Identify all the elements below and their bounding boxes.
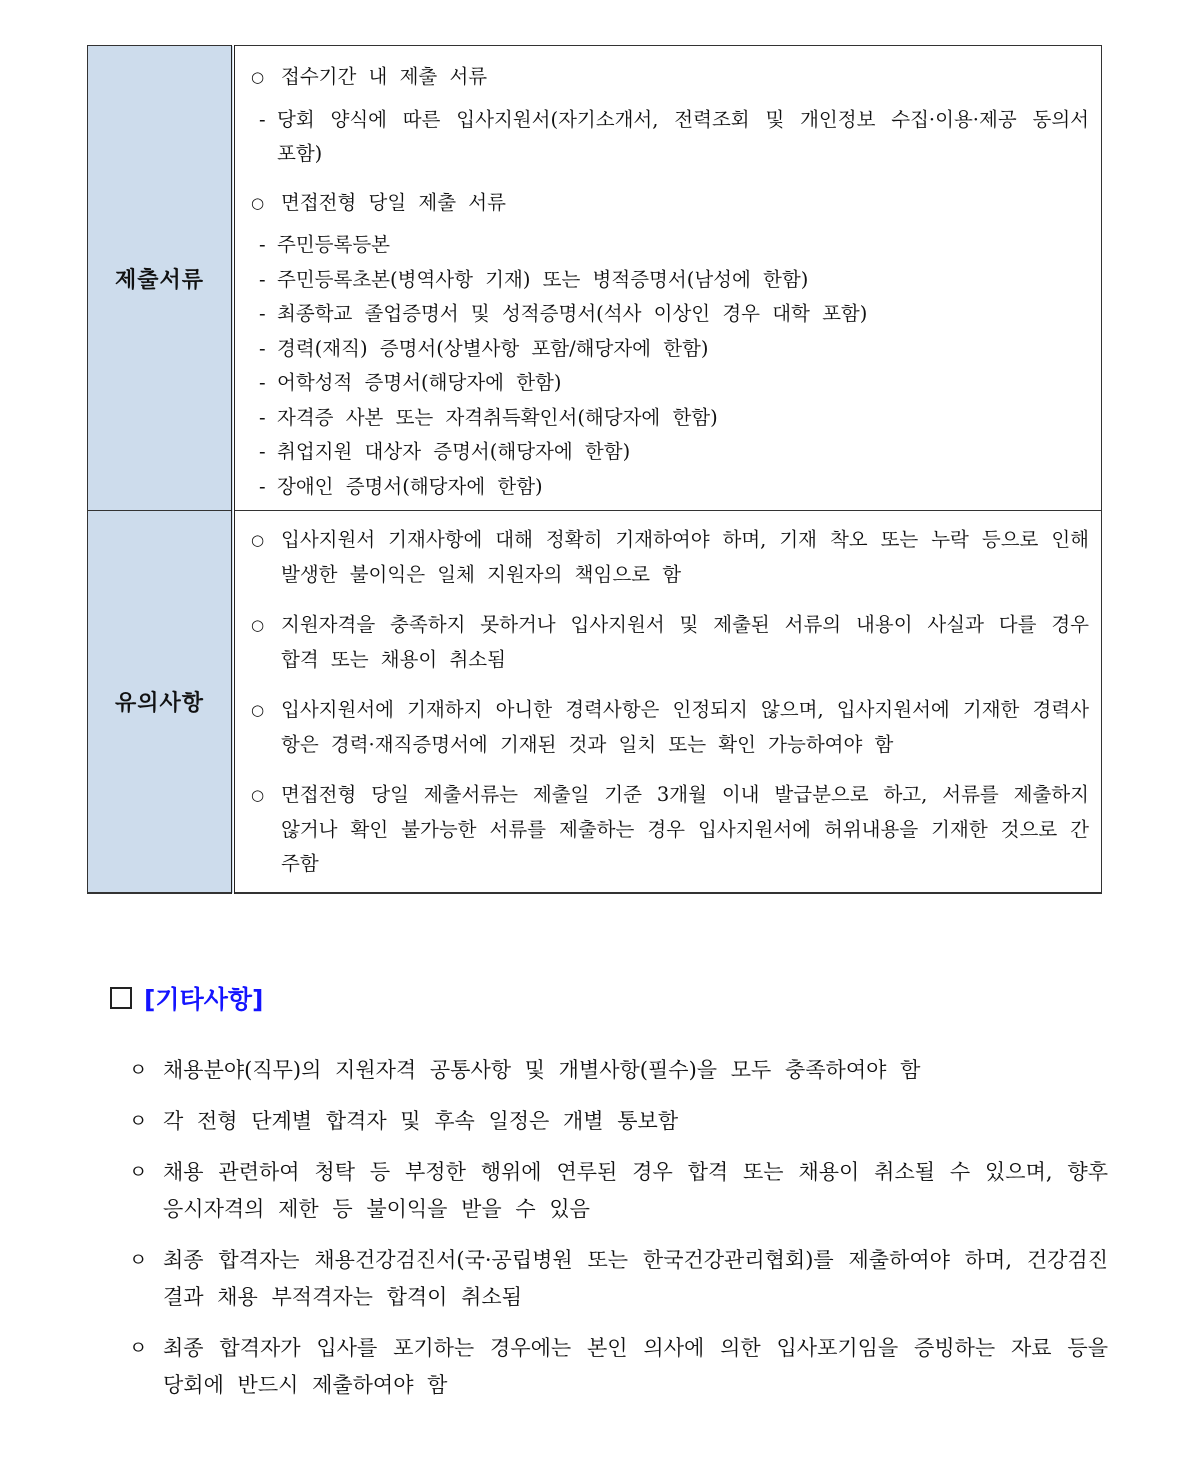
list-item bbox=[249, 401, 1089, 436]
list-item-text: 자격증 사본 또는 자격취득확인서(해당자에 한함) bbox=[277, 405, 718, 429]
list-item bbox=[249, 263, 1089, 298]
dash-icon: - bbox=[259, 336, 266, 360]
group-heading bbox=[249, 186, 1089, 221]
circle-bullet-icon: ㅇ bbox=[129, 1337, 148, 1359]
list-item bbox=[249, 366, 1089, 401]
list-item-text: 최종 합격자가 입사를 포기하는 경우에는 본인 의사에 의한 입사포기임을 증빙하는 자료 등을 당회에 반드시 제출하여야 함 bbox=[163, 1336, 1108, 1397]
list-item bbox=[249, 693, 1089, 762]
circle-bullet-icon: ○ bbox=[251, 531, 265, 549]
circle-bullet-icon: ㅇ bbox=[129, 1110, 148, 1132]
list-item-text: 지원자격을 충족하지 못하거나 입사지원서 및 제출된 서류의 내용이 사실과 다를 경우 합격 또는 채용이 취소됨 bbox=[281, 613, 1089, 671]
list-item-text: 입사지원서 기재사항에 대해 정확히 기재하여야 하며, 기재 착오 또는 누락 등으로 인해 발생한 불이익은 일체 지원자의 책임으로 함 bbox=[281, 528, 1089, 586]
dash-list bbox=[249, 228, 1089, 504]
list-item-text: 입사지원서에 기재하지 아니한 경력사항은 인정되지 않으며, 입사지원서에 기재한 경력사항은 경력·재직증명서에 기재된 것과 일치 또는 확인 가능하여야 함 bbox=[281, 698, 1089, 756]
dash-icon: - bbox=[259, 107, 266, 131]
list-item bbox=[249, 435, 1089, 470]
list-item bbox=[123, 1052, 1108, 1089]
circle-bullet-icon: ㅇ bbox=[129, 1249, 148, 1271]
section-heading-other bbox=[110, 980, 263, 1016]
circle-bullet-icon: ㅇ bbox=[129, 1161, 148, 1183]
circle-bullet-icon: ○ bbox=[251, 616, 265, 634]
list-item bbox=[123, 1242, 1108, 1316]
dash-icon: - bbox=[259, 267, 266, 291]
section-title: [기타사항] bbox=[144, 985, 264, 1014]
dash-list bbox=[249, 103, 1089, 172]
row-content-documents bbox=[233, 46, 1102, 511]
list-item bbox=[249, 332, 1089, 367]
row-content-notes bbox=[233, 511, 1102, 893]
list-item-text: 경력(재직) 증명서(상별사항 포함/해당자에 한함) bbox=[277, 336, 709, 360]
group-heading-text: 면접전형 당일 제출 서류 bbox=[281, 190, 506, 214]
group-heading bbox=[249, 60, 1089, 95]
circle-bullet-icon: ㅇ bbox=[129, 1059, 148, 1081]
dash-icon: - bbox=[259, 233, 266, 256]
list-item-text: 최종학교 졸업증명서 및 성적증명서(석사 이상인 경우 대학 포함) bbox=[277, 302, 868, 325]
requirements-table bbox=[87, 45, 1102, 894]
list-item bbox=[123, 1330, 1108, 1404]
list-item bbox=[249, 523, 1089, 592]
list-item-text: 채용 관련하여 청탁 등 부정한 행위에 연루된 경우 합격 또는 채용이 취소될 수 있으며, 향후 응시자격의 제한 등 불이익을 받을 수 있음 bbox=[163, 1160, 1108, 1221]
row-label-documents: 제출서류 bbox=[88, 46, 234, 511]
list-item-text: 장애인 증명서(해당자에 한함) bbox=[277, 474, 543, 498]
list-item-text: 각 전형 단계별 합격자 및 후속 일정은 개별 통보함 bbox=[163, 1109, 679, 1133]
list-item bbox=[123, 1154, 1108, 1228]
circle-bullet-icon: ○ bbox=[251, 786, 265, 804]
dash-icon: - bbox=[259, 302, 266, 325]
list-item bbox=[249, 297, 1089, 332]
circle-bullet-icon: ○ bbox=[251, 701, 265, 719]
dash-icon: - bbox=[259, 440, 266, 463]
circle-bullet-icon: ○ bbox=[251, 68, 265, 86]
list-item-text: 어학성적 증명서(해당자에 한함) bbox=[277, 371, 562, 394]
list-item-text: 면접전형 당일 제출서류는 제출일 기준 3개월 이내 발급분으로 하고, 서류를 제출하지 않거나 확인 불가능한 서류를 제출하는 경우 입사지원서에 허위내용을 기재한 것으로 간주함 bbox=[281, 783, 1089, 875]
row-label-notes: 유의사항 bbox=[88, 511, 234, 893]
circle-bullet-icon: ○ bbox=[251, 193, 265, 212]
list-item bbox=[249, 228, 1089, 263]
dash-icon: - bbox=[259, 371, 266, 394]
list-item bbox=[249, 608, 1089, 677]
list-item-text: 채용분야(직무)의 지원자격 공통사항 및 개별사항(필수)을 모두 충족하여야 함 bbox=[163, 1058, 921, 1082]
list-item-text: 주민등록등본 bbox=[277, 233, 391, 256]
list-item-text: 최종 합격자는 채용건강검진서(국·공립병원 또는 한국건강관리협회)를 제출하여야 하며, 건강검진결과 채용 부적격자는 합격이 취소됨 bbox=[163, 1248, 1108, 1309]
list-item bbox=[249, 103, 1089, 172]
table-row-notes bbox=[88, 511, 1102, 893]
list-item bbox=[249, 778, 1089, 882]
list-item bbox=[249, 470, 1089, 505]
dash-icon: - bbox=[259, 474, 266, 498]
list-item-text: 당회 양식에 따른 입사지원서(자기소개서, 전력조회 및 개인정보 수집·이용·제공 동의서 포함) bbox=[277, 107, 1089, 165]
list-item bbox=[123, 1103, 1108, 1140]
table-row-documents bbox=[88, 46, 1102, 511]
group-heading-text: 접수기간 내 제출 서류 bbox=[281, 65, 488, 88]
other-notes-list bbox=[123, 1052, 1108, 1418]
dash-icon: - bbox=[259, 405, 266, 429]
list-item-text: 주민등록초본(병역사항 기재) 또는 병적증명서(남성에 한함) bbox=[277, 267, 809, 291]
checkbox-icon bbox=[110, 987, 132, 1009]
list-item-text: 취업지원 대상자 증명서(해당자에 한함) bbox=[277, 440, 631, 463]
